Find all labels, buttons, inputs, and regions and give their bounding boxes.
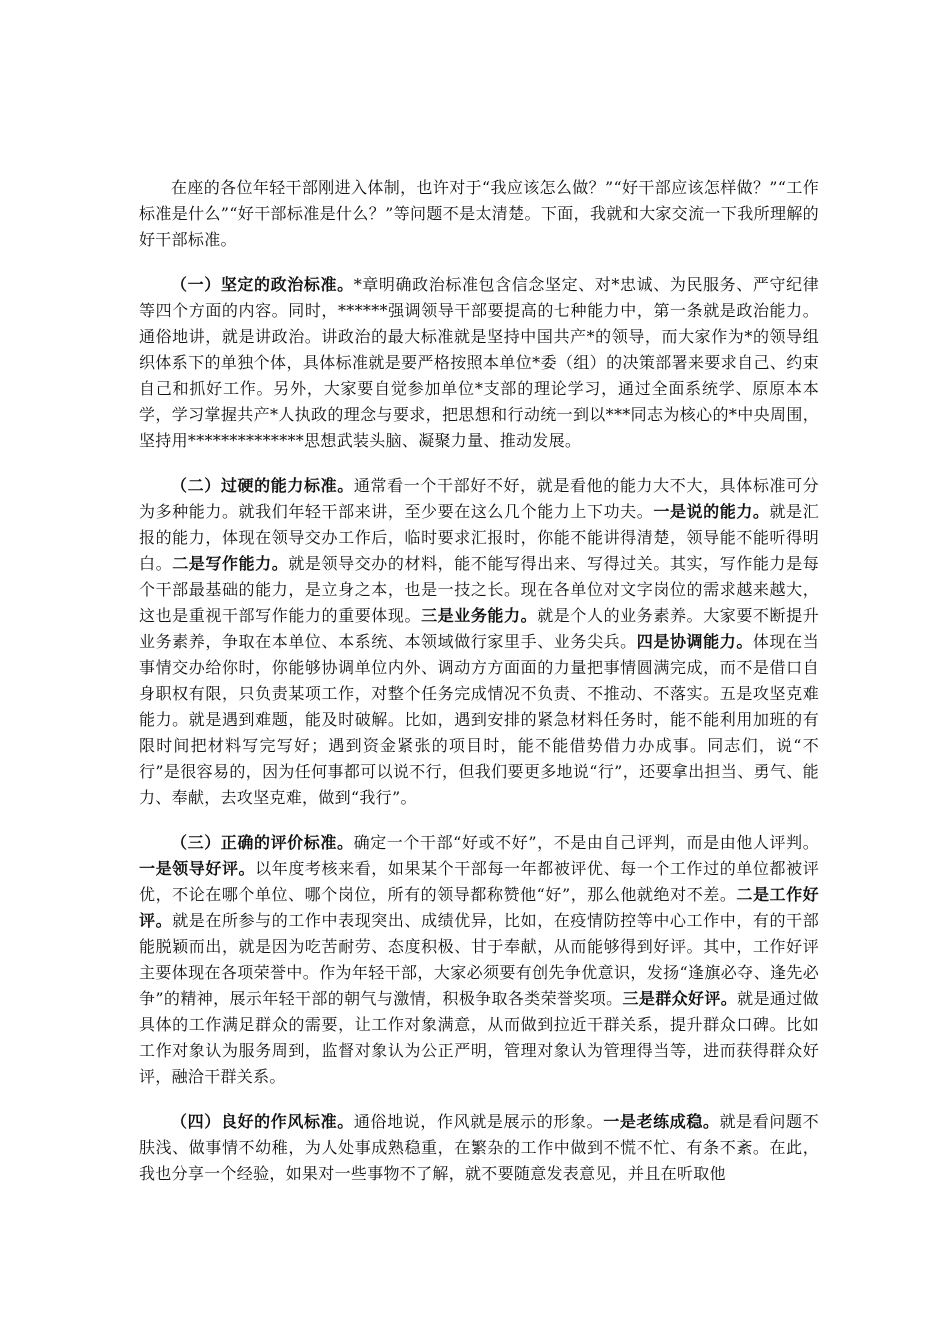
paragraph-text: 以年度考核来看，如果某个干部每一年都被评优、每一个工作过的单位都被评优，不论在哪个单位、哪个岗位，所有的领导都称赞他“好”，那么他就绝对不差。	[139, 859, 819, 904]
paragraph-political-standard	[139, 272, 819, 454]
document-page	[139, 175, 819, 1206]
paragraph-text: 就是领导交办的材料，能不能写得出来、写得过关。其实，写作能力是每个干部最基础的能力，是立身之本，也是一技之长。现在各单位对文字岗位的需求越来越大，这也是重视干部写作能力的重要体现。	[139, 554, 819, 625]
paragraph-heading: 四是协调能力。	[636, 632, 753, 651]
paragraph-style-standard	[139, 1109, 819, 1187]
paragraph-text: 就是看问题不肤浅、做事情不幼稚，为人处事成熟稳重，在繁杂的工作中做到不慌不忙、有条不紊。在此，我也分享一个经验，如果对一些事物不了解，就不要随意发表意见，并且在听取他	[139, 1112, 819, 1183]
paragraph-heading: 一是领导好评。	[139, 859, 256, 878]
paragraph-text: 在座的各位年轻干部刚进入体制，也许对于“我应该怎么做？”“好干部应该怎样做？”“工作标准是什么”“好干部标准是什么？”等问题不是太清楚。下面，我就和大家交流一下我所理解的好干部标准。	[139, 178, 819, 249]
paragraph-evaluation-standard	[139, 830, 819, 1090]
paragraph-text: 就是通过做具体的工作满足群众的需要，让工作对象满意，从而做到拉近干群关系，提升群众口碑。比如工作对象认为服务周到，监督对象认为公正严明，管理对象认为管理得当等，进而获得群众好评，融洽干群关系。	[139, 989, 819, 1086]
paragraph-heading: 一是说的能力。	[653, 502, 770, 521]
paragraph-heading: 二是写作能力。	[172, 554, 289, 573]
paragraph-heading: （一）坚定的政治标准。	[171, 275, 354, 294]
paragraph-heading: （四）良好的作风标准。	[171, 1112, 354, 1131]
paragraph-heading: 三是群众好评。	[622, 989, 738, 1008]
paragraph-ability-standard	[139, 473, 819, 811]
paragraph-heading: 三是业务能力。	[421, 606, 538, 625]
paragraph-text: 通常看一个干部好不好，就是看他的能力大不大，具体标准可分为多种能力。就我们年轻干部来讲，至少要在这么几个能力上下功夫。	[139, 476, 819, 521]
paragraph-heading: 一是老练成稳。	[603, 1112, 720, 1131]
paragraph-heading: （三）正确的评价标准。	[171, 833, 354, 852]
paragraph-text: *章明确政治标准包含信念坚定、对*忠诚、为民服务、严守纪律等四个方面的内容。同时，******强调领导干部要提高的七种能力中，第一条就是政治能力。通俗地讲，就是讲政治。讲政治的最大标准就是坚持中国共产*的领导，而大家作为*的领导组织体系下的单独个体，具体标准就是要严格按照本单位*委（组）的决策部署来要求自己、约束自己和抓好工作。另外，大家要自觉参加单位*支部的理论学习，通过全面系统学、原原本本学，学习掌握共产*人执政的理念与要求，把思想和行动统一到以***同志为核心的*中央周围，坚持用**************思想武装头脑、凝聚力量、推动发展。	[139, 275, 819, 450]
paragraph-heading: 二是工作好评。	[139, 885, 819, 930]
paragraph-text: 确定一个干部“好或不好”，不是由自己评判，而是由他人评判。	[353, 833, 819, 852]
paragraph-text: 就是汇报的能力，体现在领导交办工作后，临时要求汇报时，你能不能讲得清楚，领导能不能听得明白。	[139, 502, 819, 573]
paragraph-intro	[139, 175, 819, 253]
paragraph-heading: （二）过硬的能力标准。	[171, 476, 354, 495]
paragraph-text: 就是个人的业务素养。大家要不断提升业务素养，争取在本单位、本系统、本领域做行家里手、业务尖兵。	[139, 606, 819, 651]
paragraph-text: 通俗地说，作风就是展示的形象。	[353, 1112, 604, 1131]
paragraph-text: 就是在所参与的工作中表现突出、成绩优异，比如，在疫情防控等中心工作中，有的干部能脱颖而出，就是因为吃苦耐劳、态度积极、甘于奉献，从而能够得到好评。其中，工作好评主要体现在各项荣誉中。作为年轻干部，大家必须要有创先争优意识，发扬“逢旗必夺、逢先必争”的精神，展示年轻干部的朝气与激情，积极争取各类荣誉奖项。	[139, 911, 819, 1008]
paragraph-text: 体现在当事情交办给你时，你能够协调单位内外、调动方方面面的力量把事情圆满完成，而不是借口自身职权有限，只负责某项工作，对整个任务完成情况不负责、不推动、不落实。五是攻坚克难能力。就是遇到难题，能及时破解。比如，遇到安排的紧急材料任务时，能不能利用加班的有限时间把材料写完写好；遇到资金紧张的项目时，能不能借势借力办成事。同志们，说“不行”是很容易的，因为任何事都可以说不行，但我们要更多地说“行”，还要拿出担当、勇气、能力、奉献，去攻坚克难，做到“我行”。	[139, 632, 819, 807]
